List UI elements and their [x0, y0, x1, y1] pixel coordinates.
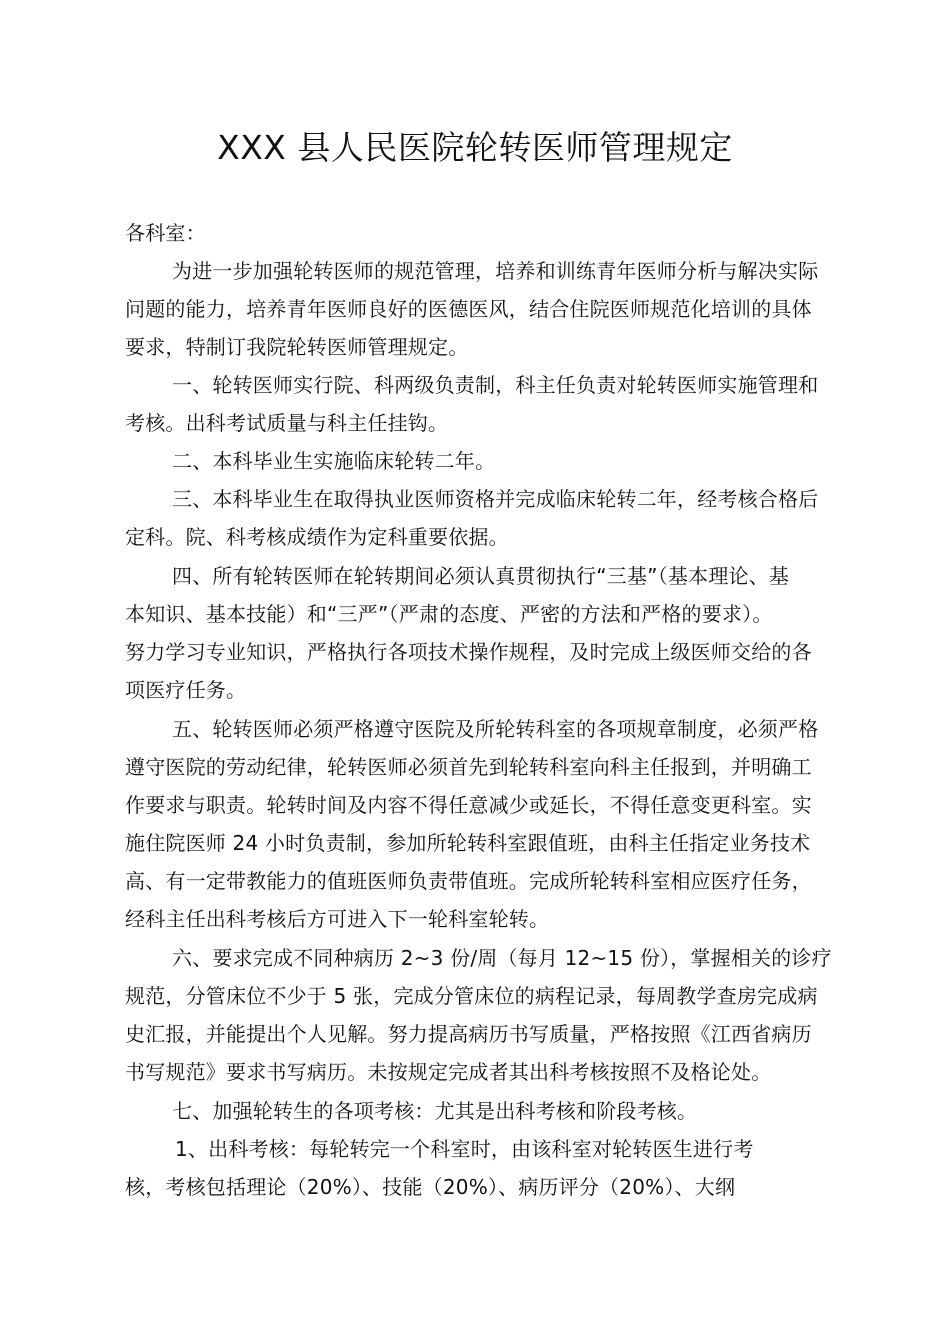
intro-line-3: 要求，特制订我院轮转医师管理规定。	[125, 335, 469, 359]
clause-2-line-1: 二、本科毕业生实施临床轮转二年。	[172, 449, 496, 473]
intro-line-2: 问题的能力，培养青年医师良好的医德医风，结合住院医师规范化培训的具体	[125, 297, 812, 321]
clause-5-line-5: 高、有一定带教能力的值班医师负责带值班。完成所轮转科室相应医疗任务，	[125, 869, 812, 893]
clause-5-line-6: 经科主任出科考核后方可进入下一轮科室轮转。	[125, 907, 550, 931]
intro-line-1: 为进一步加强轮转医师的规范管理，培养和训练青年医师分析与解决实际	[172, 259, 819, 283]
clause-1-line-1: 一、轮转医师实行院、科两级负责制，科主任负责对轮转医师实施管理和	[172, 373, 819, 397]
document-title: XXX 县人民医院轮转医师管理规定	[217, 128, 733, 167]
clause-5-line-3: 作要求与职责。轮转时间及内容不得任意减少或延长，不得任意变更科室。实	[125, 793, 812, 817]
clause-3-line-1: 三、本科毕业生在取得执业医师资格并完成临床轮转二年，经考核合格后	[172, 487, 819, 511]
clause-4-line-1: 四、所有轮转医师在轮转期间必须认真贯彻执行“三基”（基本理论、基	[172, 564, 790, 588]
clause-1-line-2: 考核。出科考试质量与科主任挂钩。	[125, 411, 449, 435]
clause-4-line-3: 努力学习专业知识，严格执行各项技术操作规程，及时完成上级医师交给的各	[125, 640, 812, 664]
clause-5-line-4: 施住院医师 24 小时负责制，参加所轮转科室跟值班，由科主任指定业务技术	[125, 831, 811, 855]
clause-6-line-2: 规范，分管床位不少于 5 张，完成分管床位的病程记录，每周教学查房完成病	[125, 984, 818, 1008]
item-1-line-2: 核，考核包括理论（20%）、技能（20%）、病历评分（20%）、大纲	[125, 1175, 736, 1199]
clause-4-line-2: 本知识、基本技能）和“三严”（严肃的态度、严密的方法和严格的要求）。	[125, 602, 773, 626]
clause-7-line-1: 七、加强轮转生的各项考核：尤其是出科考核和阶段考核。	[172, 1099, 698, 1123]
item-1-line-1: 1、出科考核：每轮转完一个科室时，由该科室对轮转医生进行考	[175, 1137, 754, 1161]
clause-5-line-2: 遵守医院的劳动纪律，轮转医师必须首先到轮转科室向科主任报到，并明确工	[125, 755, 812, 779]
clause-5-line-1: 五、轮转医师必须严格遵守医院及所轮转科室的各项规章制度，必须严格	[172, 717, 819, 741]
salutation: 各科室：	[125, 221, 206, 245]
clause-3-line-2: 定科。院、科考核成绩作为定科重要依据。	[125, 525, 509, 549]
clause-6-line-3: 史汇报，并能提出个人见解。努力提高病历书写质量，严格按照《江西省病历	[125, 1022, 812, 1046]
clause-4-line-4: 项医疗任务。	[125, 678, 247, 702]
clause-6-line-1: 六、要求完成不同种病历 2~3 份/周（每月 12~15 份），掌握相关的诊疗	[172, 946, 832, 970]
clause-6-line-4: 书写规范》要求书写病历。未按规定完成者其出科考核按照不及格论处。	[125, 1060, 772, 1084]
